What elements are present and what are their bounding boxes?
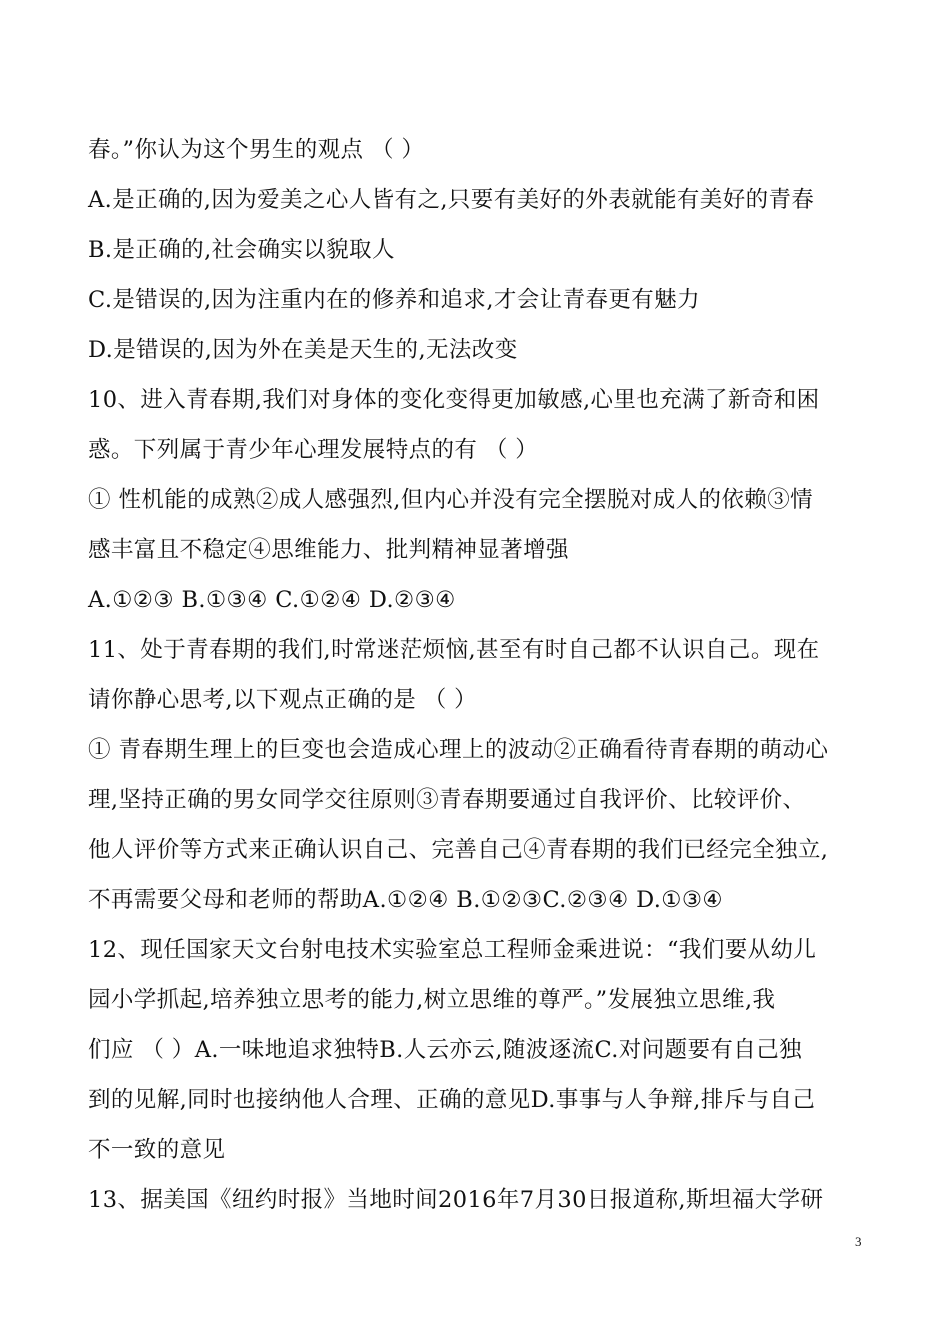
page-number: 3 <box>855 1234 862 1249</box>
text-line: 惑。下列属于青少年心理发展特点的有 （ ） <box>88 437 539 463</box>
text-line: ① 性机能的成熟②成人感强烈,但内心并没有完全摆脱对成人的依赖③情 <box>88 487 814 513</box>
text-line: 春。”你认为这个男生的观点 （ ） <box>88 137 425 163</box>
text-line: C.是错误的,因为注重内在的修养和追求,才会让青春更有魅力 <box>88 287 700 313</box>
text-line: 们应 （ ）A.一味地追求独特B.人云亦云,随波逐流C.对问题要有自己独 <box>88 1037 803 1063</box>
text-line: 不一致的意见 <box>88 1137 226 1163</box>
text-line: 他人评价等方式来正确认识自己、完善自己④青春期的我们已经完全独立, <box>88 837 829 863</box>
text-line: ① 青春期生理上的巨变也会造成心理上的波动②正确看待青春期的萌动心 <box>88 737 829 763</box>
text-line: A.是正确的,因为爱美之心人皆有之,只要有美好的外表就能有美好的青春 <box>88 187 815 213</box>
question-13-line: 13、据美国《纽约时报》当地时间2016年7月30日报道称,斯坦福大学研 <box>88 1187 824 1213</box>
text-line: D.是错误的,因为外在美是天生的,无法改变 <box>88 337 518 363</box>
text-line: 到的见解,同时也接纳他人合理、正确的意见D.事事与人争辩,排斥与自己 <box>88 1087 816 1113</box>
text-line: 理,坚持正确的男女同学交往原则③青春期要通过自我评价、比较评价、 <box>88 787 806 813</box>
text-line: 园小学抓起,培养独立思考的能力,树立思维的尊严。”发展独立思维,我 <box>88 987 776 1013</box>
question-11-line: 11、处于青春期的我们,时常迷茫烦恼,甚至有时自己都不认识自己。现在 <box>88 637 820 663</box>
question-12-line: 12、现任国家天文台射电技术实验室总工程师金乘进说：“我们要从幼儿 <box>88 937 817 963</box>
answer-options-line: A.①②③ B.①③④ C.①②④ D.②③④ <box>88 587 456 613</box>
question-10-line: 10、进入青春期,我们对身体的变化变得更加敏感,心里也充满了新奇和困 <box>88 387 820 413</box>
text-line: B.是正确的,社会确实以貌取人 <box>88 237 395 263</box>
text-line: 感丰富且不稳定④思维能力、批判精神显著增强 <box>88 537 569 563</box>
text-line: 请你静心思考,以下观点正确的是 （ ） <box>88 687 478 713</box>
text-line: 不再需要父母和老师的帮助A.①②④ B.①②③C.②③④ D.①③④ <box>88 887 723 913</box>
